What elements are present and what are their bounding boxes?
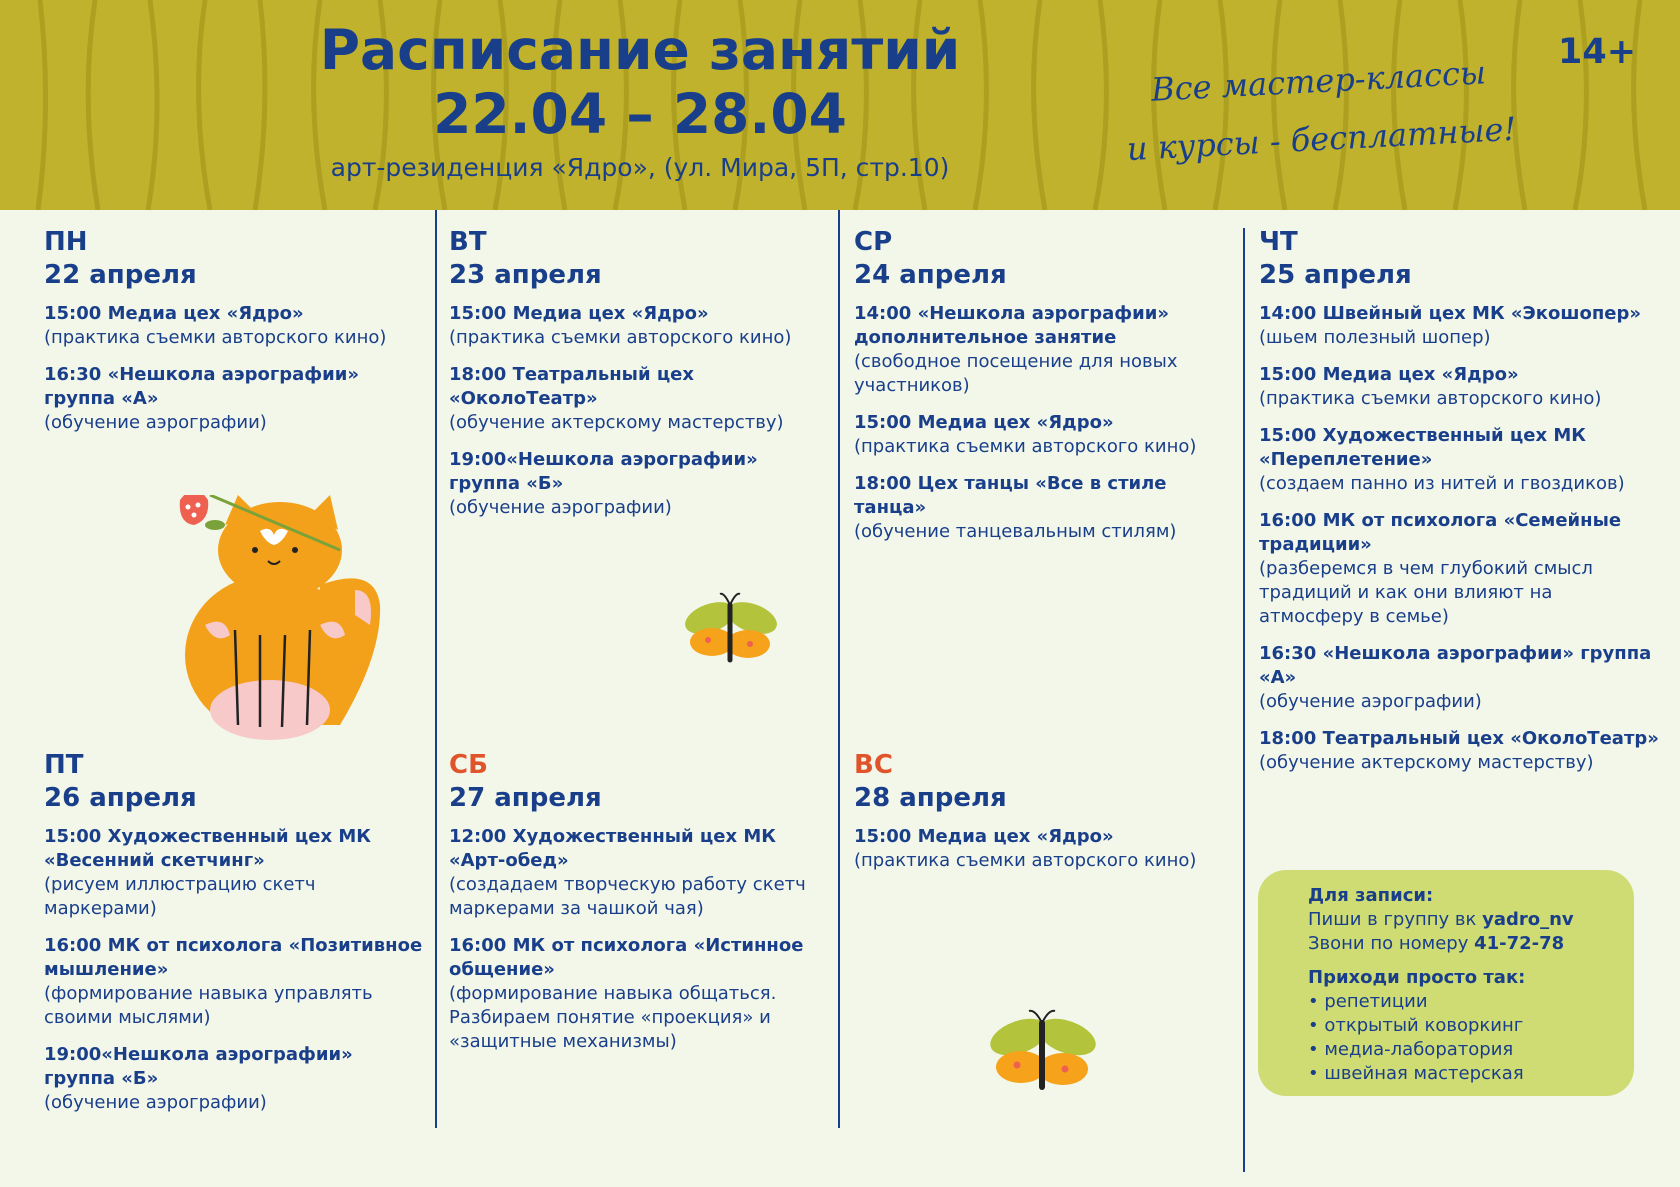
event-title: 15:00 Медиа цех «Ядро» (854, 826, 1114, 847)
list-item: • медиа-лаборатория (1308, 1038, 1628, 1062)
day-date: 27 апреля (449, 783, 602, 813)
day-date: 28 апреля (854, 783, 1007, 813)
event-title: 18:00 Театральный цех «ОколоТеатр» (1259, 728, 1659, 749)
signup-phone-prefix: Звони по номеру (1308, 933, 1475, 954)
event-description: (обучение танцевальным стилям) (854, 521, 1177, 542)
column-divider (838, 210, 840, 1128)
column-divider (1243, 228, 1245, 1172)
schedule-event (1259, 727, 1659, 775)
title-line-1: Расписание занятий (319, 18, 961, 82)
event-description: (практика съемки авторского кино) (854, 850, 1197, 871)
event-description: (шьем полезный шопер) (1259, 327, 1491, 348)
event-title: 15:00 Художественный цех МК «Весенний скетчинг» (44, 826, 371, 871)
event-description: (практика съемки авторского кино) (44, 327, 387, 348)
schedule-event (449, 448, 829, 520)
day-date: 22 апреля (44, 260, 197, 290)
event-description: (формирование навыка управлять своими мыслями) (44, 983, 373, 1028)
event-description: (рисуем иллюстрацию скетч маркерами) (44, 874, 316, 919)
schedule-event (1259, 509, 1659, 629)
day-wednesday (854, 226, 1234, 557)
event-description: (обучение аэрографии) (44, 1092, 267, 1113)
day-saturday (449, 749, 829, 1067)
day-of-week: ЧТ (1259, 227, 1298, 257)
event-description: (создадаем творческую работу скетч маркерами за чашкой чая) (449, 874, 806, 919)
walkin-list (1308, 990, 1628, 1086)
title-dates: 22.04 – 28.04 (433, 82, 847, 146)
butterfly-illustration (680, 590, 780, 670)
free-note-line-1: Все мастер-классы (1150, 53, 1487, 109)
day-of-week: ПТ (44, 750, 84, 780)
event-description: (обучение аэрографии) (44, 412, 267, 433)
event-description: (обучение аэрографии) (449, 497, 672, 518)
schedule-event (854, 411, 1234, 459)
event-title: 16:30 «Нешкола аэрографии» группа «А» (1259, 643, 1652, 688)
event-description: (практика съемки авторского кино) (854, 436, 1197, 457)
schedule-event (1259, 424, 1659, 496)
day-of-week: СБ (449, 750, 488, 780)
day-monday (44, 226, 424, 448)
event-description: (обучение актерскому мастерству) (449, 412, 784, 433)
day-of-week: СР (854, 227, 893, 257)
butterfly-illustration (985, 1005, 1100, 1100)
schedule-event (854, 825, 1234, 873)
info-box (1258, 870, 1634, 1096)
event-title: 16:00 МК от психолога «Истинное общение» (449, 935, 804, 980)
day-of-week: ПН (44, 227, 88, 257)
event-description: (практика съемки авторского кино) (449, 327, 792, 348)
event-title: 15:00 Художественный цех МК «Переплетение» (1259, 425, 1586, 470)
day-date: 26 апреля (44, 783, 197, 813)
schedule-event (449, 934, 829, 1054)
vk-group-name: yadro_nv (1482, 909, 1574, 930)
event-title: 15:00 Медиа цех «Ядро» (44, 303, 304, 324)
list-item: • репетиции (1308, 990, 1628, 1014)
day-date: 24 апреля (854, 260, 1007, 290)
signup-vk-line (1308, 908, 1628, 932)
event-title: 14:00 «Нешкола аэрографии» дополнительное занятие (854, 303, 1169, 348)
event-description: (обучение актерскому мастерству) (1259, 752, 1594, 773)
day-date: 23 апреля (449, 260, 602, 290)
event-title: 15:00 Медиа цех «Ядро» (854, 412, 1114, 433)
signup-phone-line (1308, 932, 1628, 956)
event-description: (создаем панно из нитей и гвоздиков) (1259, 473, 1625, 494)
cat-with-flower-illustration (170, 495, 390, 745)
day-of-week: ВТ (449, 227, 487, 257)
event-title: 16:00 МК от психолога «Позитивное мышление» (44, 935, 423, 980)
list-item: • открытый коворкинг (1308, 1014, 1628, 1038)
day-sunday (854, 749, 1234, 886)
event-title: 15:00 Медиа цех «Ядро» (449, 303, 709, 324)
schedule-event (44, 1043, 424, 1115)
column-divider (435, 210, 437, 1128)
day-thursday (1259, 226, 1659, 788)
schedule-event (1259, 302, 1659, 350)
schedule-event (1259, 363, 1659, 411)
signup-vk-prefix: Пиши в группу вк (1308, 909, 1483, 930)
schedule-event (44, 825, 424, 921)
event-title: 19:00«Нешкола аэрографии» группа «Б» (449, 449, 758, 494)
free-note-line-2: и курсы - бесплатные! (1125, 109, 1518, 169)
event-description: (свободное посещение для новых участников) (854, 351, 1178, 396)
signup-heading: Для записи: (1308, 885, 1434, 906)
schedule-event (44, 363, 424, 435)
header-banner (0, 0, 1680, 210)
day-date: 25 апреля (1259, 260, 1412, 290)
schedule-event (854, 472, 1234, 544)
page-title (300, 18, 980, 146)
schedule-event (449, 363, 829, 435)
day-friday (44, 749, 424, 1128)
schedule-event (854, 302, 1234, 398)
list-item: • швейная мастерская (1308, 1062, 1628, 1086)
event-title: 19:00«Нешкола аэрографии» группа «Б» (44, 1044, 353, 1089)
phone-number: 41-72-78 (1474, 933, 1565, 954)
event-title: 16:30 «Нешкола аэрографии» группа «А» (44, 364, 359, 409)
day-tuesday (449, 226, 829, 533)
walkin-heading: Приходи просто так: (1308, 967, 1526, 988)
venue-address: арт-резиденция «Ядро», (ул. Мира, 5П, стр.10) (330, 153, 950, 182)
event-title: 18:00 Цех танцы «Все в стиле танца» (854, 473, 1167, 518)
event-description: (практика съемки авторского кино) (1259, 388, 1602, 409)
event-description: (формирование навыка общаться. Разбираем понятие «проекция» и «защитные механизмы) (449, 983, 777, 1052)
event-title: 16:00 МК от психолога «Семейные традиции» (1259, 510, 1622, 555)
event-title: 12:00 Художественный цех МК «Арт-обед» (449, 826, 776, 871)
schedule-event (44, 934, 424, 1030)
age-rating-badge: 14+ (1558, 32, 1637, 72)
schedule-event (449, 302, 829, 350)
event-description: (разберемся в чем глубокий смысл традиций и как они влияют на атмосферу в семье) (1259, 558, 1593, 627)
event-title: 15:00 Медиа цех «Ядро» (1259, 364, 1519, 385)
schedule-event (44, 302, 424, 350)
schedule-event (1259, 642, 1659, 714)
event-description: (обучение аэрографии) (1259, 691, 1482, 712)
day-of-week: ВС (854, 750, 893, 780)
free-classes-note (1117, 42, 1523, 179)
event-title: 18:00 Театральный цех «ОколоТеатр» (449, 364, 694, 409)
schedule-event (449, 825, 829, 921)
event-title: 14:00 Швейный цех МК «Экошопер» (1259, 303, 1641, 324)
